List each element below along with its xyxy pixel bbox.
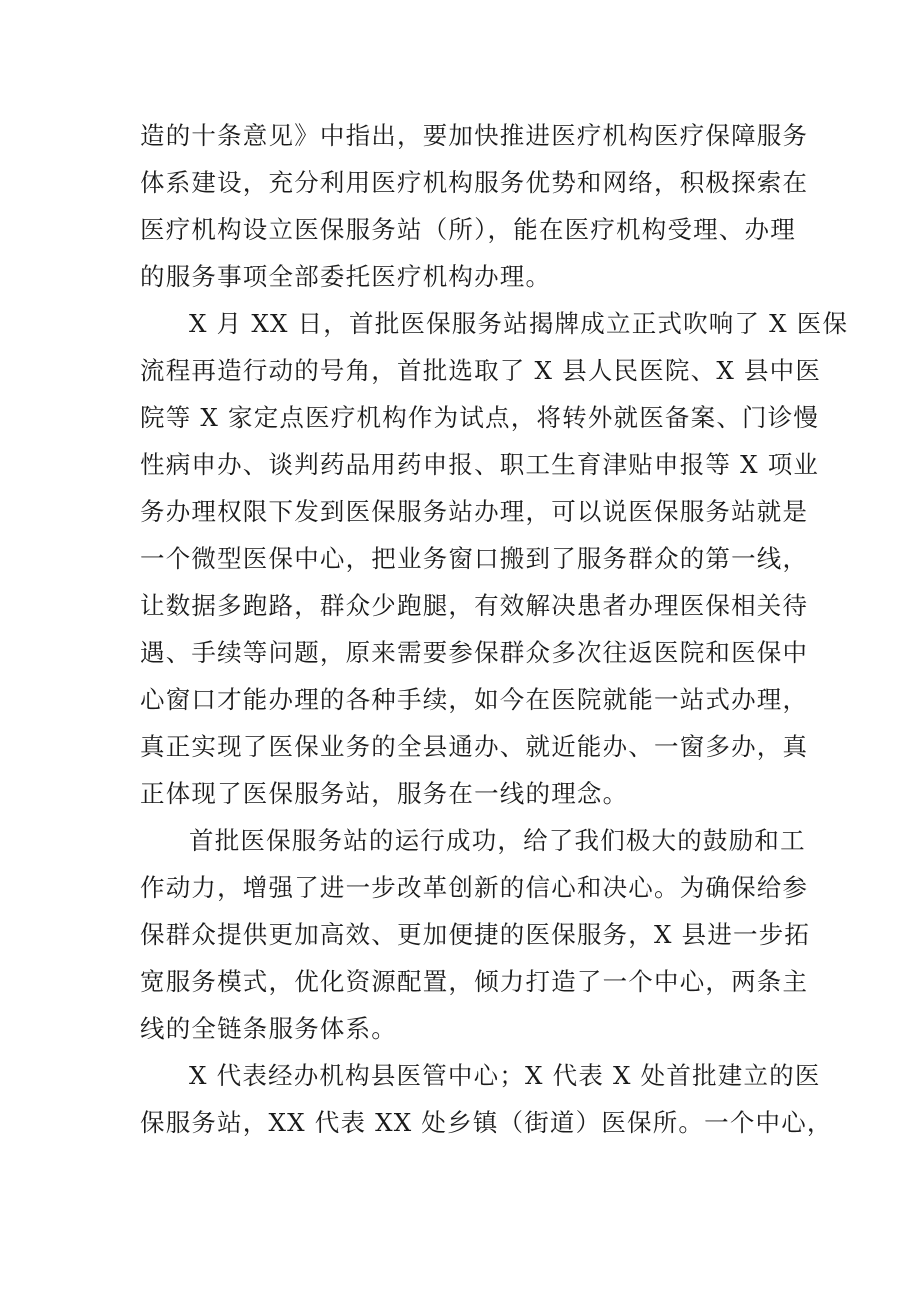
text-line: X 代表经办机构县医管中心；X 代表 X 处首批建立的医: [189, 1061, 821, 1090]
text-line: 务办理权限下发到医保服务站办理，可以说医保服务站就是: [140, 497, 809, 526]
text-line: 流程再造行动的号角，首批选取了 X 县人民医院、X 县中医: [140, 356, 822, 385]
text-line: 首批医保服务站的运行成功，给了我们极大的鼓励和工: [189, 826, 806, 855]
text-line: 心窗口才能办理的各种手续，如今在医院就能一站式办理，: [140, 685, 809, 714]
text-line: 让数据多跑路，群众少跑腿，有效解决患者办理医保相关待: [140, 591, 809, 620]
text-line: 正体现了医保服务站，服务在一线的理念。: [140, 779, 629, 808]
document-body: [140, 112, 849, 1146]
paragraph-2: [140, 300, 849, 817]
text-line: X 月 XX 日，首批医保服务站揭牌成立正式吹响了 X 医保: [189, 309, 849, 338]
text-line: 的服务事项全部委托医疗机构办理。: [140, 262, 552, 291]
text-line: 作动力，增强了进一步改革创新的信心和决心。为确保给参: [140, 873, 809, 902]
text-line: 性病申办、谈判药品用药申报、职工生育津贴申报等 X 项业: [140, 450, 820, 479]
text-line: 保服务站，XX 代表 XX 处乡镇（街道）医保所。一个中心，: [140, 1108, 833, 1137]
text-line: 真正实现了医保业务的全县通办、就近能办、一窗多办，真: [140, 732, 809, 761]
text-line: 院等 X 家定点医疗机构作为试点，将转外就医备案、门诊慢: [140, 403, 820, 432]
text-line: 保群众提供更加高效、更加便捷的医保服务，X 县进一步拓: [140, 920, 811, 949]
paragraph-3: [140, 817, 811, 1052]
text-line: 一个微型医保中心，把业务窗口搬到了服务群众的第一线，: [140, 544, 809, 573]
text-line: 体系建设，充分利用医疗机构服务优势和网络，积极探索在: [140, 168, 809, 197]
text-line: 线的全链条服务体系。: [140, 1014, 397, 1043]
text-line: 医疗机构设立医保服务站（所），能在医疗机构受理、办理: [140, 215, 796, 244]
text-line: 遇、手续等问题，原来需要参保群众多次往返医院和医保中: [140, 638, 809, 667]
text-line: 宽服务模式，优化资源配置，倾力打造了一个中心，两条主: [140, 967, 809, 996]
paragraph-1: [140, 112, 809, 300]
paragraph-4: [140, 1052, 833, 1146]
text-line: 造的十条意见》中指出，要加快推进医疗机构医疗保障服务: [140, 121, 809, 150]
